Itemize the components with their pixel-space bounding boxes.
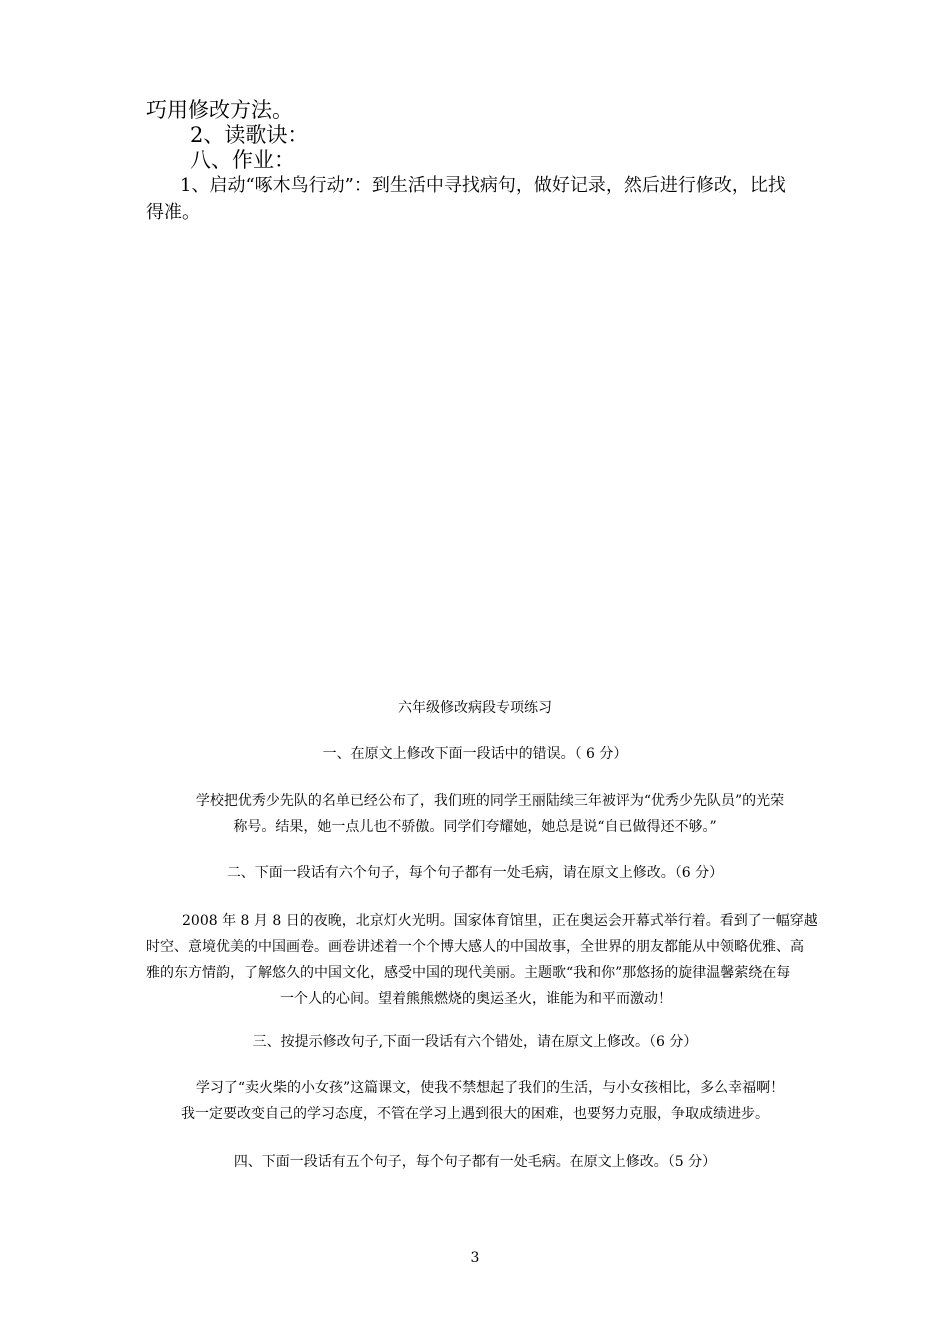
q2-line-4: 一个人的心间。望着熊熊燃烧的奥运圣火，谁能为和平而激动！	[280, 991, 672, 1007]
q1-heading: 一、在原文上修改下面一段话中的错误。（ 6 分）	[322, 746, 628, 762]
q4-heading: 四、下面一段话有五个句子，每个句子都有一处毛病。在原文上修改。（5 分）	[233, 1154, 717, 1170]
practice-title: 六年级修改病段专项练习	[398, 700, 552, 716]
text-line-method: 巧用修改方法。	[146, 98, 293, 122]
homework-line-2: 得准。	[146, 202, 200, 223]
q3-heading: 三、按提示修改句子,下面一段话有六个错处，请在原文上修改。（6 分）	[252, 1034, 698, 1050]
q3-paragraph	[0, 1075, 950, 1127]
text-line-song: 2、读歌诀：	[190, 123, 309, 147]
q3-line-1: 学习了“卖火柴的小女孩”这篇课文，使我不禁想起了我们的生活，与小女孩相比，多么幸福啊！	[195, 1080, 785, 1096]
q3-line-2: 我一定要改变自己的学习态度，不管在学习上遇到很大的困难，也要努力克服，争取成绩进步。	[181, 1106, 769, 1122]
page-number: 3	[470, 1250, 480, 1266]
q2-line-1: 2008 年 8 月 8 日的夜晚，北京灯火光明。国家体育馆里，正在奥运会开幕式举行着。看到了一幅穿越	[182, 913, 818, 929]
q1-line-1: 学校把优秀少先队的名单已经公布了，我们班的同学王丽陆续三年被评为“优秀少先队员”的光荣	[195, 793, 785, 809]
homework-line-1: 1、启动“啄木鸟行动”：到生活中寻找病句，做好记录，然后进行修改，比找	[180, 175, 786, 196]
q2-line-2: 时空、意境优美的中国画卷。画卷讲述着一个个博大感人的中国故事，全世界的朋友都能从中领略优雅、高	[146, 939, 804, 955]
section-heading-homework: 八、作业：	[190, 148, 295, 172]
q1-line-2: 称号。结果，她一点儿也不骄傲。同学们夸耀她，她总是说“自已做得还不够。”	[233, 819, 717, 835]
q2-paragraph	[146, 908, 818, 1012]
q2-heading: 二、下面一段话有六个句子，每个句子都有一处毛病，请在原文上修改。（6 分）	[226, 865, 724, 881]
q1-paragraph	[0, 788, 950, 840]
q2-line-3: 雅的东方情韵，了解悠久的中国文化，感受中国的现代美丽。主题歌“我和你”那悠扬的旋律温馨萦绕在每	[146, 965, 791, 981]
